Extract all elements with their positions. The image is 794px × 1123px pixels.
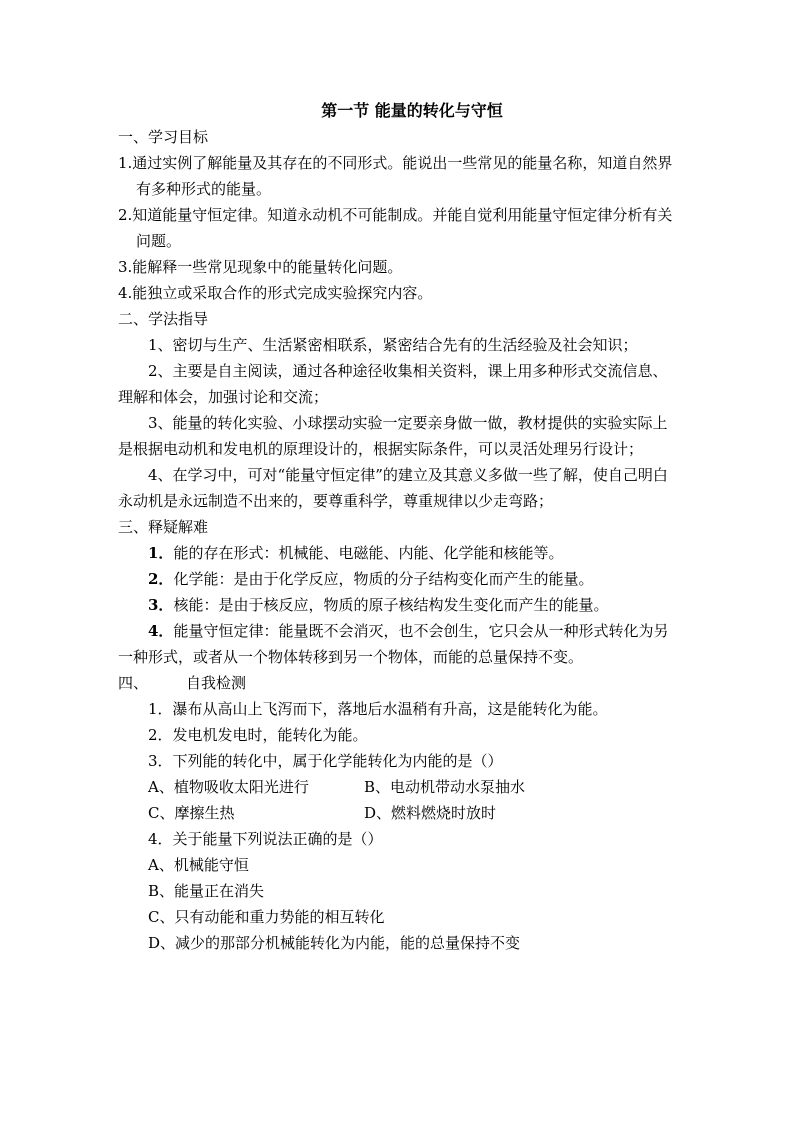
section-heading-explain: 三、释疑解难 [118, 518, 209, 536]
question-3-option-c: C、摩擦生热 [148, 804, 235, 822]
selftest-heading-num: 四、 [118, 674, 149, 692]
question-2: 2．发电机发电时，能转化为能。 [148, 726, 368, 744]
question-3-option-d: D、燃料燃烧时放时 [364, 804, 497, 822]
explain-item-4-text: 能量守恒定律：能量既不会消灭，也不会创生，它只会从一种形式转化为另一种形式，或者从一个物体转移到另一个物体，而能的总量保持不变。 [118, 622, 669, 666]
method-item-2: 2、主要是自主阅读，通过各种途径收集相关资料，课上用多种形式交流信息、理解和体会，加强讨论和交流； [118, 362, 668, 406]
goal-item-2: 2.知道能量守恒定律。知道永动机不可能制成。并能自觉利用能量守恒定律分析有关问题。 [118, 206, 673, 250]
method-item-1: 1、密切与生产、生活紧密相联系，紧密结合先有的生活经验及社会知识； [148, 336, 638, 354]
goal-item-4: 4.能独立或采取合作的形式完成实验探究内容。 [118, 284, 433, 302]
question-3: 3．下列能的转化中，属于化学能转化为内能的是（） [148, 752, 503, 770]
question-4-option-b: B、能量正在消失 [148, 882, 265, 900]
explain-item-3-text: 核能：是由于核反应，物质的原子核结构发生变化而产生的能量。 [173, 596, 609, 614]
document-page [118, 98, 682, 956]
question-4: 4．关于能量下列说法正确的是（） [148, 830, 383, 848]
question-4-option-c: C、只有动能和重力势能的相互转化 [148, 908, 385, 926]
explain-item-4-num: 4． [148, 622, 174, 640]
question-3-option-a: A、植物吸收太阳光进行 [148, 778, 309, 796]
explain-item-4 [118, 618, 682, 670]
question-1: 1．瀑布从高山上飞泻而下，落地后水温稍有升高，这是能转化为能。 [148, 700, 608, 718]
section-heading-selftest [118, 670, 682, 696]
question-3-options-row-2 [118, 800, 682, 826]
explain-item-2-text: 化学能：是由于化学反应，物质的分子结构变化而产生的能量。 [173, 570, 594, 588]
method-item-3: 3、能量的转化实验、小球摆动实验一定要亲身做一做，教材提供的实验实际上是根据电动机和发电机的原理设计的，根据实际条件，可以灵活处理另行设计； [118, 414, 668, 458]
section-heading-goals: 一、学习目标 [118, 128, 209, 146]
explain-item-3 [118, 592, 682, 618]
page-title: 第一节 能量的转化与守恒 [321, 101, 503, 120]
explain-item-2 [118, 566, 682, 592]
question-4-option-d: D、减少的那部分机械能转化为内能，能的总量保持不变 [148, 934, 521, 952]
selftest-heading-text: 自我检测 [186, 674, 247, 692]
explain-item-1-text: 能的存在形式：机械能、电磁能、内能、化学能和核能等。 [173, 544, 564, 562]
explain-item-3-num: 3． [148, 596, 174, 614]
question-3-options-row-1 [118, 774, 682, 800]
method-item-4: 4、在学习中，可对“能量守恒定律”的建立及其意义多做一些了解，使自己明白永动机是永远制造不出来的，要尊重科学，尊重规律以少走弯路； [118, 466, 668, 510]
goal-item-3: 3.能解释一些常见现象中的能量转化问题。 [118, 258, 403, 276]
section-heading-method: 二、学法指导 [118, 310, 209, 328]
explain-item-2-num: 2． [148, 570, 174, 588]
explain-item-1-num: 1． [148, 544, 174, 562]
goal-item-1: 1.通过实例了解能量及其存在的不同形式。能说出一些常见的能量名称，知道自然界有多种形式的能量。 [118, 154, 673, 198]
explain-item-1 [118, 540, 682, 566]
question-4-option-a: A、机械能守恒 [148, 856, 249, 874]
question-3-option-b: B、电动机带动水泵抽水 [364, 778, 526, 796]
